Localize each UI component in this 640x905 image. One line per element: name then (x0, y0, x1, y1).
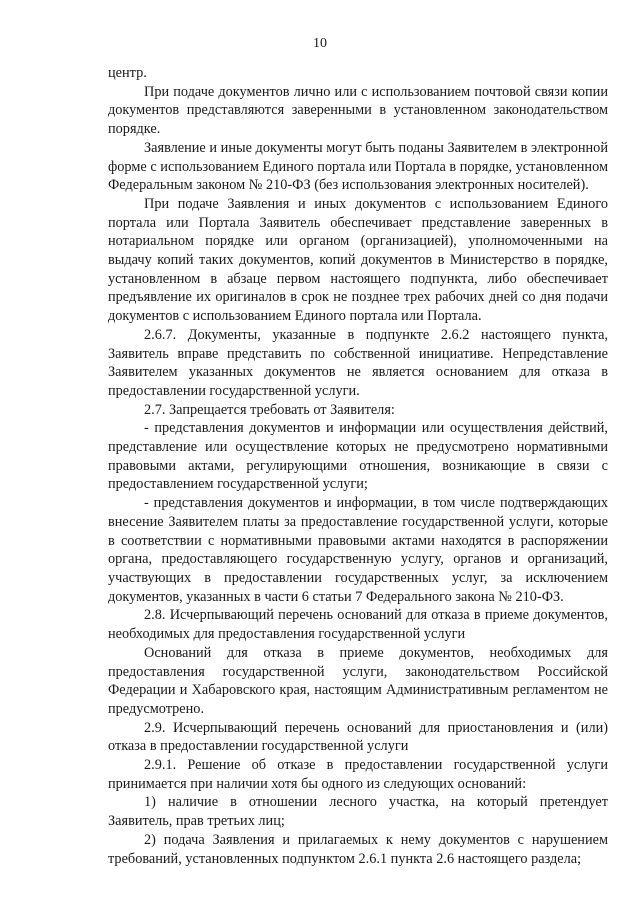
paragraph: 2.9. Исчерпывающий перечень оснований для приостановления и (или) отказа в предоставлении государственной услуги (108, 719, 608, 755)
paragraph: При подаче Заявления и иных документов с использованием Единого портала или Портала Заявитель обеспечивает представление заверенных в нотариальном порядке или органом (организацией), уполномоченными на выдачу копий таких документов, копий документов в Министерство в порядке, установленном в абзаце первом настоящего подпункта, либо обеспечивает предъявление их оригиналов в срок не позднее трех рабочих дней со дня подачи документов с использованием Единого портала или Портала. (108, 195, 608, 325)
paragraph: 2.9.1. Решение об отказе в предоставлении государственной услуги принимается при наличии хотя бы одного из следующих оснований: (108, 757, 608, 792)
paragraph: 2.7. Запрещается требовать от Заявителя: (144, 401, 395, 418)
paragraph: 2.8. Исчерпывающий перечень оснований для отказа в приеме документов, необходимых для предоставления государственной услуги (108, 607, 608, 643)
paragraph: При подаче документов лично или с использованием почтовой связи копии документов представляются заверенными в установленном законодательством порядке. (108, 83, 608, 138)
paragraph: Заявление и иные документы могут быть поданы Заявителем в электронной форме с использованием Единого портала или Портала в порядке, установленном Федеральным законом № 210-ФЗ (без использования электронных носителей). (108, 139, 608, 194)
document-body (108, 64, 608, 868)
paragraph: 2) подача Заявления и прилагаемых к нему документов с нарушением требований, установленных подпунктом 2.6.1 пункта 2.6 настоящего раздела; (108, 831, 608, 867)
paragraph: 2.6.7. Документы, указанные в подпункте 2.6.2 настоящего пункта, Заявитель вправе представить по собственной инициативе. Непредставление Заявителем указанных документов не является основанием для отказа в предоставлении государственной услуги. (108, 326, 608, 399)
page-number: 10 (313, 36, 327, 51)
paragraph: 1) наличие в отношении лесного участка, на который претендует Заявитель, прав третьих лиц; (108, 794, 608, 830)
paragraph: центр. (108, 65, 147, 81)
paragraph: - представления документов и информации или осуществления действий, представление или осуществление которых не предусмотрено нормативными правовыми актами, регулирующими отношения, возникающие в связи с предоставлением государственной услуги; (108, 420, 608, 493)
paragraph: - представления документов и информации, в том числе подтверждающих внесение Заявителем платы за предоставление государственной услуги, которые в соответствии с нормативными правовыми актами находятся в распоряжении органа, предоставляющего государственную услугу, органов и организаций, участвующих в предоставлении государственных услуг, за исключением документов, указанных в части 6 статьи 7 Федерального закона № 210-ФЗ. (108, 495, 608, 605)
paragraph: Оснований для отказа в приеме документов, необходимых для предоставления государственной услуги, законодательством Российской Федерации и Хабаровского края, настоящим Административным регламентом не предусмотрено. (108, 644, 608, 717)
